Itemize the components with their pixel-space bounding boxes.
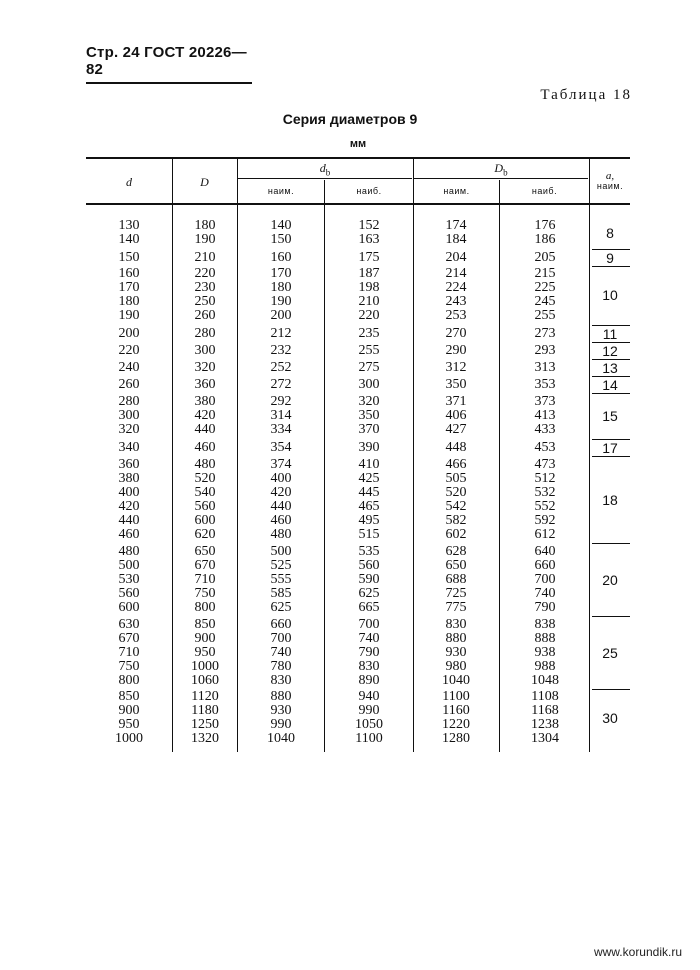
table-cell: 176 — [534, 218, 556, 233]
table-cell: 1100 — [355, 731, 383, 746]
table-cell: 1000 — [191, 659, 219, 674]
a-group-separator — [592, 689, 630, 690]
table-cell: 180 — [270, 280, 292, 295]
header-D: D — [200, 175, 209, 189]
table-cell: 313 — [534, 360, 556, 375]
page-header: Стр. 24 ГОСТ 20226—82 — [86, 44, 252, 84]
table-cell: 465 — [358, 499, 380, 514]
table-cell: 515 — [358, 527, 380, 542]
table-cell: 140 — [270, 218, 292, 233]
table-cell: 198 — [358, 280, 380, 295]
table-cell: 353 — [534, 377, 556, 392]
table-cell: 255 — [534, 308, 556, 323]
table-cell: 433 — [534, 422, 556, 437]
units-label: мм — [349, 138, 367, 150]
table-cell: 750 — [194, 586, 216, 601]
table-cell: 420 — [118, 499, 140, 514]
table-cell: 500 — [270, 544, 292, 559]
table-cell: 180 — [118, 294, 140, 309]
table-cell: 448 — [445, 440, 467, 455]
table-cell: 273 — [534, 326, 556, 341]
table-cell: 988 — [534, 659, 556, 674]
table-cell: 620 — [194, 527, 216, 542]
table-cell: 1320 — [191, 731, 219, 746]
table-cell: 380 — [118, 471, 140, 486]
table-cell: 495 — [358, 513, 380, 528]
table-cell: 220 — [358, 308, 380, 323]
table-cell: 240 — [118, 360, 140, 375]
table-cell: 260 — [118, 377, 140, 392]
table-cell: 460 — [270, 513, 292, 528]
table-cell: 900 — [118, 703, 140, 718]
table-cell: 200 — [118, 326, 140, 341]
table-cell: 670 — [118, 631, 140, 646]
table-cell: 420 — [270, 485, 292, 500]
table-cell: 340 — [118, 440, 140, 455]
table-cell: 371 — [445, 394, 467, 409]
table-cell: 700 — [270, 631, 292, 646]
table-cell: 552 — [534, 499, 556, 514]
table-cell: 480 — [118, 544, 140, 559]
table-cell: 640 — [534, 544, 556, 559]
table-cell: 625 — [270, 600, 292, 615]
header-db-symbol: d — [319, 161, 326, 175]
header-Db-subscript: b — [503, 167, 508, 178]
table-cell: 1120 — [191, 689, 219, 704]
table-cell: 775 — [445, 600, 467, 615]
footer-url: www.korundik.ru — [593, 945, 682, 959]
table-cell: 230 — [194, 280, 216, 295]
table-cell: 204 — [445, 250, 467, 265]
a-min-value: 8 — [606, 224, 614, 241]
table-cell: 150 — [118, 250, 140, 265]
a-group-separator — [592, 616, 630, 617]
table-cell: 800 — [194, 600, 216, 615]
table-cell: 480 — [194, 457, 216, 472]
a-min-value: 20 — [602, 571, 618, 588]
table-cell: 700 — [534, 572, 556, 587]
table-cell: 466 — [445, 457, 467, 472]
table-cell: 512 — [534, 471, 556, 486]
table-cell: 243 — [445, 294, 467, 309]
table-cell: 1250 — [191, 717, 219, 732]
table-cell: 374 — [270, 457, 292, 472]
table-cell: 190 — [270, 294, 292, 309]
table-cell: 838 — [534, 617, 556, 632]
table-cell: 1238 — [531, 717, 559, 732]
table-cell: 334 — [270, 422, 292, 437]
table-cell: 938 — [534, 645, 556, 660]
header-db-max: наиб. — [356, 186, 382, 196]
table-cell: 555 — [270, 572, 292, 587]
table-cell: 187 — [358, 266, 380, 281]
table-cell: 830 — [270, 673, 292, 688]
table-cell: 252 — [270, 360, 292, 375]
table-cell: 1040 — [442, 673, 470, 688]
a-min-value: 13 — [602, 359, 618, 376]
table-cell: 590 — [358, 572, 380, 587]
table-cell: 890 — [358, 673, 380, 688]
table-cell: 980 — [445, 659, 467, 674]
table-cell: 1000 — [115, 731, 143, 746]
table-cell: 445 — [358, 485, 380, 500]
table-cell: 300 — [194, 343, 216, 358]
table-cell: 163 — [358, 232, 380, 247]
table-cell: 170 — [118, 280, 140, 295]
table-cell: 1040 — [267, 731, 295, 746]
col-divider-6 — [589, 159, 590, 752]
table-cell: 1280 — [442, 731, 470, 746]
table-cell: 602 — [445, 527, 467, 542]
table-cell: 665 — [358, 600, 380, 615]
col-divider-4 — [413, 159, 414, 752]
table-cell: 600 — [194, 513, 216, 528]
table-cell: 800 — [118, 673, 140, 688]
table-cell: 710 — [118, 645, 140, 660]
table-cell: 670 — [194, 558, 216, 573]
table-cell: 650 — [194, 544, 216, 559]
header-db-min: наим. — [267, 186, 295, 196]
table-cell: 1180 — [191, 703, 219, 718]
table-cell: 373 — [534, 394, 556, 409]
table-cell: 293 — [534, 343, 556, 358]
table-cell: 740 — [534, 586, 556, 601]
table-cell: 425 — [358, 471, 380, 486]
a-min-value: 18 — [602, 491, 618, 508]
table-cell: 540 — [194, 485, 216, 500]
table-cell: 535 — [358, 544, 380, 559]
table-cell: 440 — [270, 499, 292, 514]
table-cell: 500 — [118, 558, 140, 573]
table-cell: 660 — [534, 558, 556, 573]
table-cell: 410 — [358, 457, 380, 472]
table-cell: 710 — [194, 572, 216, 587]
table-cell: 314 — [270, 408, 292, 423]
table-cell: 790 — [358, 645, 380, 660]
table-cell: 650 — [445, 558, 467, 573]
table-cell: 630 — [118, 617, 140, 632]
table-cell: 370 — [358, 422, 380, 437]
table-cell: 210 — [194, 250, 216, 265]
table-cell: 280 — [118, 394, 140, 409]
header-bottom-rule — [86, 203, 630, 205]
a-group-separator — [592, 456, 630, 457]
table-cell: 940 — [358, 689, 380, 704]
table-cell: 400 — [270, 471, 292, 486]
table-cell: 180 — [194, 218, 216, 233]
a-group-separator — [592, 266, 630, 267]
header-d: d — [126, 175, 132, 189]
table-cell: 290 — [445, 343, 467, 358]
a-group-separator — [592, 543, 630, 544]
table-cell: 660 — [270, 617, 292, 632]
table-cell: 360 — [118, 457, 140, 472]
table-cell: 220 — [194, 266, 216, 281]
table-cell: 420 — [194, 408, 216, 423]
a-group-separator — [592, 393, 630, 394]
table-cell: 460 — [118, 527, 140, 542]
table-cell: 930 — [445, 645, 467, 660]
table-cell: 212 — [270, 326, 292, 341]
table-cell: 200 — [270, 308, 292, 323]
table-cell: 473 — [534, 457, 556, 472]
table-title: Серия диаметров 9 — [282, 111, 418, 127]
table-cell: 320 — [118, 422, 140, 437]
table-cell: 170 — [270, 266, 292, 281]
table-cell: 628 — [445, 544, 467, 559]
header-db-subscript: b — [325, 167, 331, 178]
table-cell: 530 — [118, 572, 140, 587]
table-cell: 585 — [270, 586, 292, 601]
table-cell: 1060 — [191, 673, 219, 688]
table-cell: 460 — [194, 440, 216, 455]
table-cell: 292 — [270, 394, 292, 409]
table-cell: 1108 — [531, 689, 559, 704]
a-min-value: 15 — [602, 407, 618, 424]
table-cell: 255 — [358, 343, 380, 358]
table-cell: 312 — [445, 360, 467, 375]
table-cell: 300 — [118, 408, 140, 423]
table-cell: 780 — [270, 659, 292, 674]
table-cell: 1050 — [355, 717, 383, 732]
table-cell: 350 — [358, 408, 380, 423]
table-cell: 350 — [445, 377, 467, 392]
subheader-rule-Db — [414, 178, 588, 179]
table-cell: 235 — [358, 326, 380, 341]
table-cell: 214 — [445, 266, 467, 281]
table-cell: 453 — [534, 440, 556, 455]
table-cell: 186 — [534, 232, 556, 247]
table-cell: 990 — [358, 703, 380, 718]
table-cell: 400 — [118, 485, 140, 500]
table-cell: 1048 — [531, 673, 559, 688]
table-cell: 520 — [445, 485, 467, 500]
table-cell: 300 — [358, 377, 380, 392]
table-cell: 612 — [534, 527, 556, 542]
table-cell: 280 — [194, 326, 216, 341]
a-min-value: 17 — [602, 439, 618, 456]
table-cell: 210 — [358, 294, 380, 309]
header-a-min: наим. — [596, 181, 624, 191]
table-cell: 413 — [534, 408, 556, 423]
table-cell: 354 — [270, 440, 292, 455]
table-cell: 232 — [270, 343, 292, 358]
header-Db-symbol: D — [494, 161, 504, 175]
table-cell: 582 — [445, 513, 467, 528]
table-cell: 406 — [445, 408, 467, 423]
a-min-value: 9 — [606, 249, 614, 266]
table-cell: 830 — [445, 617, 467, 632]
table-cell: 253 — [445, 308, 467, 323]
table-cell: 150 — [270, 232, 292, 247]
table-cell: 320 — [194, 360, 216, 375]
table-cell: 930 — [270, 703, 292, 718]
table-cell: 560 — [118, 586, 140, 601]
table-cell: 850 — [194, 617, 216, 632]
table-cell: 360 — [194, 377, 216, 392]
table-cell: 205 — [534, 250, 556, 265]
a-min-value: 11 — [602, 325, 618, 342]
table-cell: 740 — [358, 631, 380, 646]
table-cell: 130 — [118, 218, 140, 233]
table-cell: 505 — [445, 471, 467, 486]
table-cell: 390 — [358, 440, 380, 455]
a-min-value: 30 — [602, 709, 618, 726]
table-cell: 1220 — [442, 717, 470, 732]
table-cell: 990 — [270, 717, 292, 732]
table-cell: 224 — [445, 280, 467, 295]
table-cell: 190 — [194, 232, 216, 247]
table-cell: 440 — [194, 422, 216, 437]
table-cell: 950 — [194, 645, 216, 660]
col-divider-5 — [499, 180, 500, 752]
header-Db-min: наим. — [443, 186, 470, 196]
subheader-rule-db — [238, 178, 412, 179]
header-Db-max: наиб. — [531, 186, 558, 196]
table-cell: 1100 — [442, 689, 470, 704]
col-divider-3 — [324, 180, 325, 752]
table-cell: 750 — [118, 659, 140, 674]
table-cell: 790 — [534, 600, 556, 615]
header-Db — [414, 161, 588, 177]
table-cell: 215 — [534, 266, 556, 281]
table-cell: 700 — [358, 617, 380, 632]
table-cell: 600 — [118, 600, 140, 615]
table-cell: 888 — [534, 631, 556, 646]
table-cell: 160 — [270, 250, 292, 265]
a-min-value: 14 — [602, 376, 618, 393]
table-cell: 427 — [445, 422, 467, 437]
table-cell: 725 — [445, 586, 467, 601]
table-cell: 380 — [194, 394, 216, 409]
table-cell: 542 — [445, 499, 467, 514]
a-min-value: 25 — [602, 644, 618, 661]
table-top-rule — [86, 157, 630, 159]
table-label: Таблица 18 — [540, 87, 632, 103]
table-cell: 880 — [270, 689, 292, 704]
table-cell: 950 — [118, 717, 140, 732]
table-cell: 1160 — [442, 703, 470, 718]
table-cell: 592 — [534, 513, 556, 528]
table-cell: 625 — [358, 586, 380, 601]
table-cell: 175 — [358, 250, 380, 265]
table-cell: 560 — [358, 558, 380, 573]
table-cell: 152 — [358, 218, 380, 233]
header-a: a, — [605, 170, 615, 182]
table-cell: 260 — [194, 308, 216, 323]
table-cell: 525 — [270, 558, 292, 573]
table-cell: 532 — [534, 485, 556, 500]
a-min-value: 12 — [602, 342, 618, 359]
table-cell: 320 — [358, 394, 380, 409]
a-min-value: 10 — [602, 286, 618, 303]
table-cell: 688 — [445, 572, 467, 587]
table-cell: 520 — [194, 471, 216, 486]
table-cell: 850 — [118, 689, 140, 704]
table-cell: 275 — [358, 360, 380, 375]
table-cell: 880 — [445, 631, 467, 646]
table-cell: 900 — [194, 631, 216, 646]
table-cell: 220 — [118, 343, 140, 358]
table-cell: 440 — [118, 513, 140, 528]
table-cell: 740 — [270, 645, 292, 660]
table-cell: 190 — [118, 308, 140, 323]
table-cell: 270 — [445, 326, 467, 341]
table-cell: 830 — [358, 659, 380, 674]
table-cell: 245 — [534, 294, 556, 309]
table-cell: 225 — [534, 280, 556, 295]
table-cell: 140 — [118, 232, 140, 247]
table-cell: 1304 — [531, 731, 559, 746]
table-cell: 272 — [270, 377, 292, 392]
table-cell: 184 — [445, 232, 467, 247]
table-cell: 174 — [445, 218, 467, 233]
table-cell: 160 — [118, 266, 140, 281]
table-cell: 480 — [270, 527, 292, 542]
table-cell: 250 — [194, 294, 216, 309]
table-cell: 560 — [194, 499, 216, 514]
header-db — [238, 161, 412, 177]
table-cell: 1168 — [531, 703, 559, 718]
